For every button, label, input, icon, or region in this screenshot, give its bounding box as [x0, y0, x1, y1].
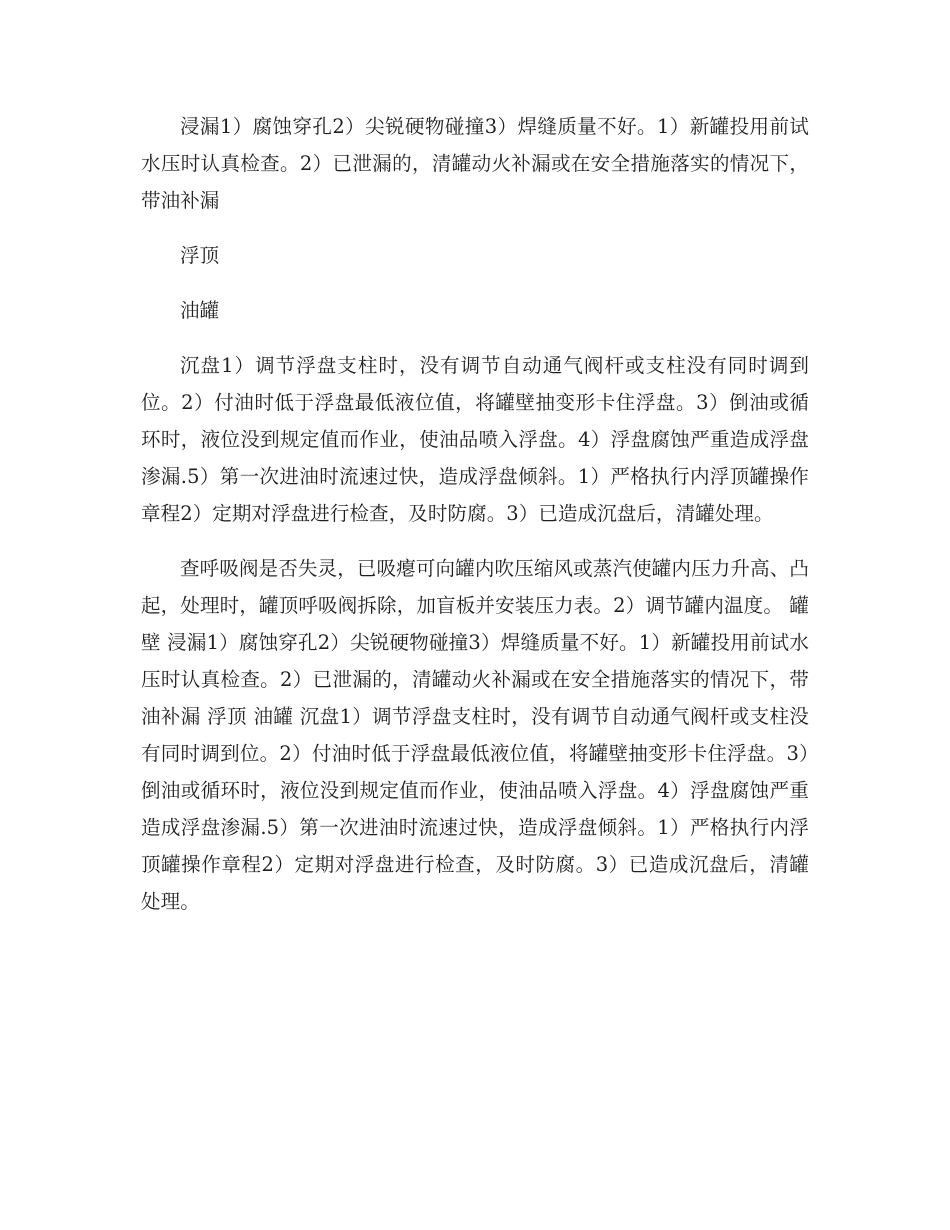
paragraph-leak-repair: 浸漏1）腐蚀穿孔2）尖锐硬物碰撞3）焊缝质量不好。1）新罐投用前试水压时认真检查。2）已泄漏的，清罐动火补漏或在安全措施落实的情况下，带油补漏 [141, 115, 809, 212]
paragraph-sinking-deck: 沉盘1）调节浮盘支柱时，没有调节自动通气阀杆或支柱没有同时调到位。2）付油时低于浮盘最低液位值，将罐壁抽变形卡住浮盘。3）倒油或循环时，液位没到规定值而作业，使油品喷入浮盘。4）浮盘腐蚀严重造成浮盘渗漏.5）第一次进油时流速过快，造成浮盘倾斜。1）严格执行内浮顶罐操作章程2）定期对浮盘进行检查，及时防腐。3）已造成沉盘后，清罐处理。 [141, 354, 809, 525]
paragraph-floating-roof: 浮顶 [180, 244, 220, 267]
paragraph-breather-valve-summary: 查呼吸阀是否失灵，已吸瘪可向罐内吹压缩风或蒸汽使罐内压力升高、凸起，处理时，罐顶呼吸阀拆除，加盲板并安装压力表。2）调节罐内温度。 罐壁 浸漏1）腐蚀穿孔2）尖锐硬物碰撞3）焊缝质量不好。1）新罐投用前试水压时认真检查。2）已泄漏的，清罐动火补漏或在安全措施落实的情况下，带油补漏 浮顶 油罐 沉盘1）调节浮盘支柱时，没有调节自动通气阀杆或支柱没有同时调到位。2）付油时低于浮盘最低液位值，将罐壁抽变形卡住浮盘。3）倒油或循环时，液位没到规定值而作业，使油品喷入浮盘。4）浮盘腐蚀严重造成浮盘渗漏.5）第一次进油时流速过快，造成浮盘倾斜。1）严格执行内浮顶罐操作章程2）定期对浮盘进行检查，及时防腐。3）已造成沉盘后，清罐处理。 [141, 557, 809, 913]
paragraph-oil-tank: 油罐 [180, 299, 220, 322]
document-body [141, 108, 809, 920]
